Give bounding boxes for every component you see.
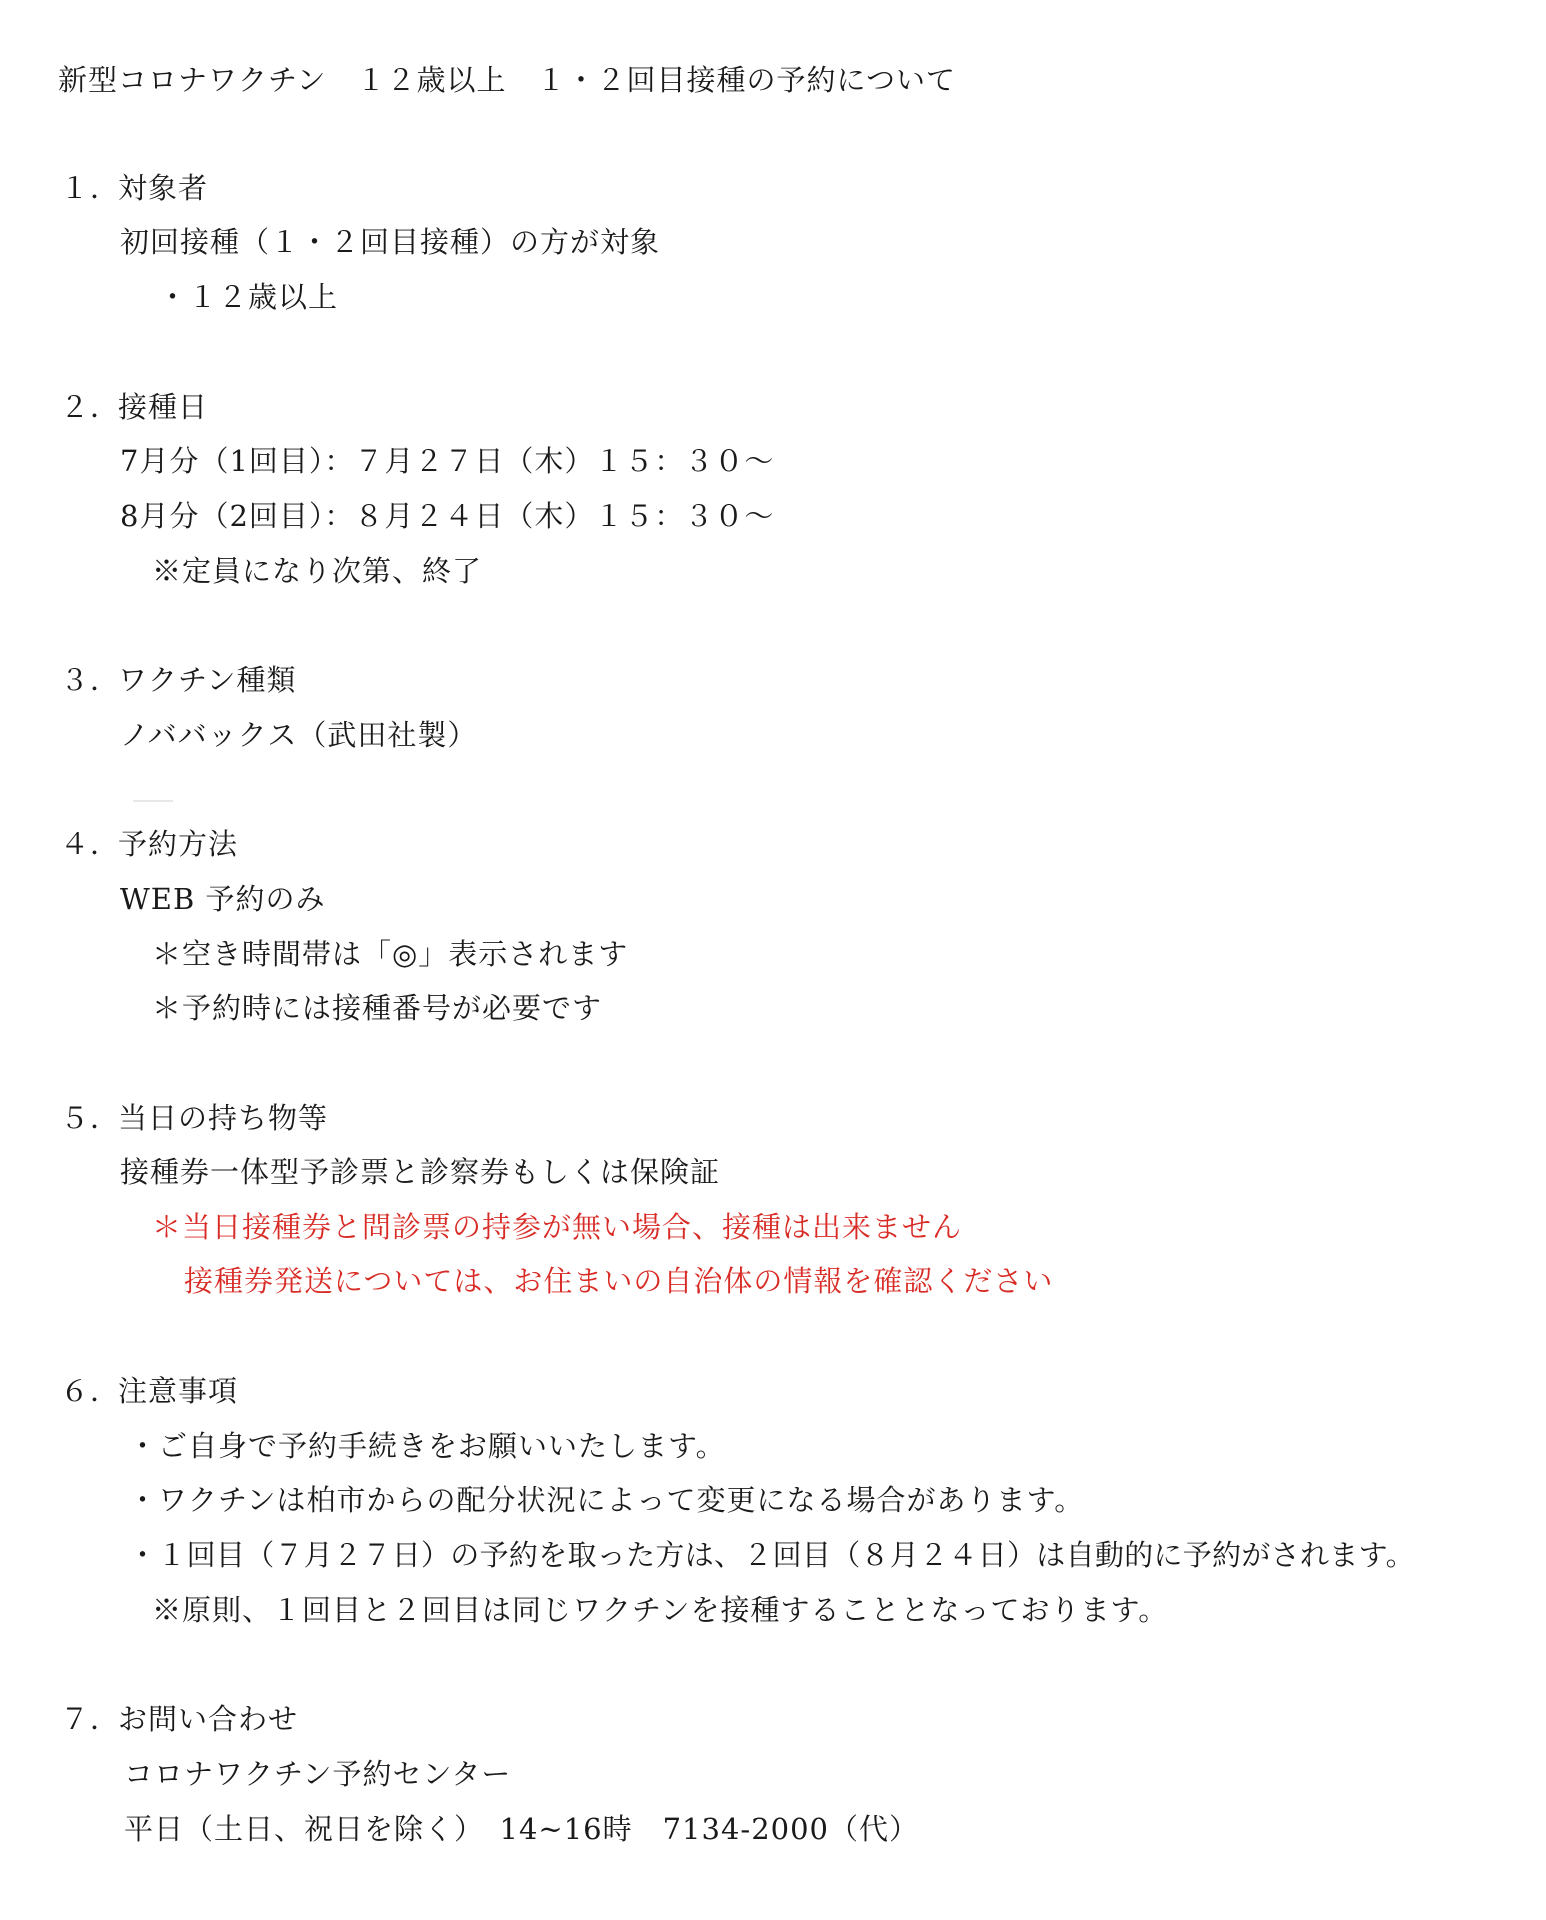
section-6-line-2: ・ワクチンは柏市からの配分状況によって変更になる場合があります。 — [128, 1483, 1085, 1517]
section-4-line-1: WEB 予約のみ — [120, 882, 326, 916]
section-4-line-2: ＊空き時間帯は「◎」表示されます — [152, 937, 629, 971]
section-5-heading — [60, 1100, 328, 1136]
section-5-number: ５． — [60, 1101, 121, 1135]
section-6-line-3: ・１回目（７月２７日）の予約を取った方は、２回目（８月２４日）は自動的に予約がされます。 — [128, 1538, 1415, 1572]
section-5-line-1: 接種券一体型予診票と診察券もしくは保険証 — [120, 1155, 721, 1189]
section-5-warning-2: 接種券発送については、お住まいの自治体の情報を確認ください — [184, 1264, 1054, 1298]
section-1-line-2: ・１２歳以上 — [158, 280, 339, 314]
section-6-number: ６． — [60, 1374, 121, 1408]
section-2-number: ２． — [60, 390, 121, 424]
section-5-warning-1: ＊当日接種券と問診票の持参が無い場合、接種は出来ません — [152, 1210, 963, 1244]
section-1-title: 対象者 — [118, 171, 209, 205]
section-3-line-1: ノババックス（武田社製） — [120, 718, 478, 752]
section-7-line-1: コロナワクチン予約センター — [124, 1757, 512, 1791]
section-1-number: １． — [60, 171, 121, 205]
section-1-line-1: 初回接種（１・２回目接種）の方が対象 — [120, 225, 661, 259]
section-4-number: ４． — [60, 827, 121, 861]
section-7-number: ７． — [60, 1702, 121, 1736]
section-2-line-1: 7月分（1回目）：７月２７日（木）１５：３０～ — [120, 444, 775, 478]
section-4-title: 予約方法 — [118, 827, 239, 861]
section-6-title: 注意事項 — [118, 1374, 239, 1408]
section-2-title: 接種日 — [118, 390, 209, 424]
section-3-heading — [60, 662, 297, 698]
section-7-heading — [60, 1701, 298, 1737]
section-3-number: ３． — [60, 663, 121, 697]
section-7-line-2: 平日（土日、祝日を除く） 14~16時 7134-2000（代） — [124, 1812, 920, 1846]
section-2-line-2: 8月分（2回目）：８月２４日（木）１５：３０～ — [120, 499, 775, 533]
section-3-title: ワクチン種類 — [118, 663, 297, 697]
section-6-line-4: ※原則、１回目と２回目は同じワクチンを接種することとなっております。 — [152, 1593, 1169, 1627]
section-4-line-3: ＊予約時には接種番号が必要です — [152, 991, 603, 1025]
scan-mark — [133, 800, 173, 802]
section-2-line-3: ※定員になり次第、終了 — [152, 554, 483, 588]
section-6-heading — [60, 1373, 238, 1409]
section-2-heading — [60, 389, 208, 425]
section-1-heading — [60, 170, 208, 206]
section-4-heading — [60, 826, 238, 862]
document-title: 新型コロナワクチン １２歳以上 １・２回目接種の予約について — [58, 63, 956, 97]
section-6-line-1: ・ご自身で予約手続きをお願いいたします。 — [128, 1429, 726, 1463]
section-5-title: 当日の持ち物等 — [118, 1101, 329, 1135]
section-7-title: お問い合わせ — [118, 1702, 299, 1736]
